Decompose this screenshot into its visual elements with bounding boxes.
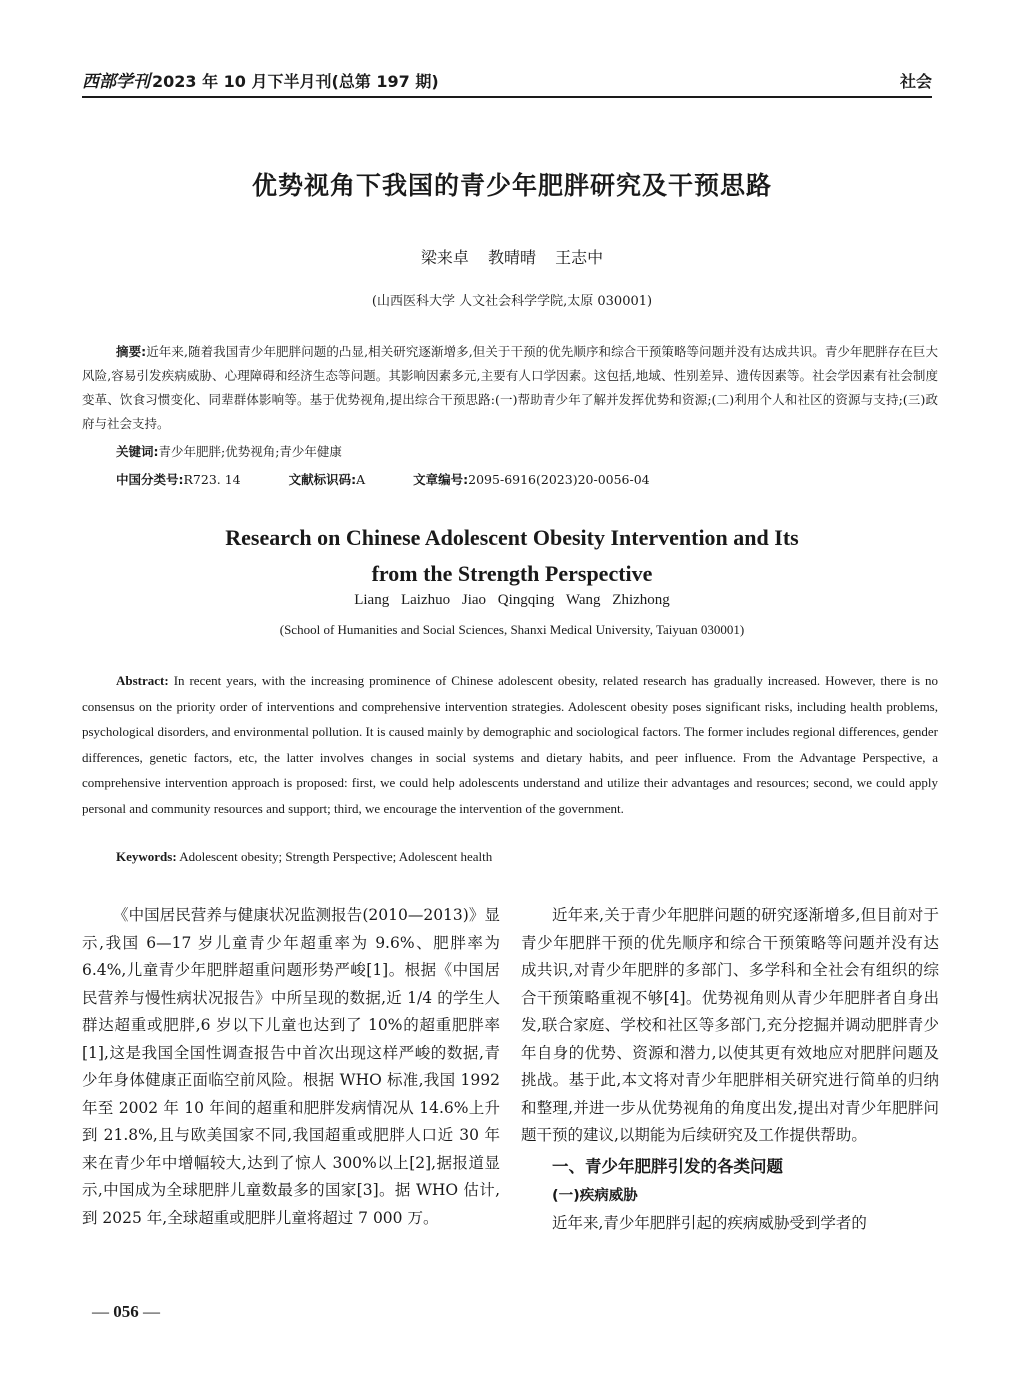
keywords-cn-text: 青少年肥胖;优势视角;青少年健康 <box>158 444 342 459</box>
abstract-en <box>82 668 938 822</box>
section-name: 社会 <box>899 72 932 91</box>
authors: 梁来卓 教晴晴 王志中 <box>420 248 604 267</box>
affiliation: (山西医科大学 人文社会科学学院,太原 030001) <box>371 294 653 309</box>
running-header <box>82 62 932 98</box>
body-left-column <box>82 902 500 1232</box>
keywords-en-text: Adolescent obesity; Strength Perspective; Adolescent health <box>179 849 493 864</box>
abstract-cn-text: 近年来,随着我国青少年肥胖问题的凸显,相关研究逐渐增多,但关于干预的优先顺序和综合干预策略等问题并没有达成共识。青少年肥胖存在巨大风险,容易引发疾病威胁、心理障碍和经济生态等问题。其影响因素多元,主要有人口学因素。这包括,地域、性别差异、遗传因素等。社会学因素有社会制度变革、饮食习惯变化、同辈群体影响等。基于优势视角,提出综合干预思路:(一)帮助青少年了解并发挥优势和资源;(二)利用个人和社区的资源与支持;(三)政府与社会支持。 <box>82 344 938 431</box>
clc-code: 中国分类号:R723. 14 <box>116 472 241 487</box>
doc-code: 文献标识码:A <box>288 472 366 487</box>
keywords-cn <box>116 442 342 460</box>
classification-row <box>116 470 916 488</box>
body-right-column <box>521 902 939 1237</box>
section-heading: 一、青少年肥胖引发的各类问题 <box>552 1156 783 1176</box>
body-paragraph: 近年来,关于青少年肥胖问题的研究逐渐增多,但目前对于青少年肥胖干预的优先顺序和综合干预策略等问题并没有达成共识,对青少年肥胖的多部门、多学科和全社会有组织的综合干预策略重视不够[4]。优势视角则从青少年肥胖者自身出发,联合家庭、学校和社区等多部门,充分挖掘并调动肥胖青少年自身的优势、资源和潜力,以使其更有效地应对肥胖问题及挑战。基于此,本文将对青少年肥胖相关研究进行简单的归纳和整理,并进一步从优势视角的角度出发,提出对青少年肥胖问题干预的建议,以期能为后续研究及工作提供帮助。 <box>521 906 939 1144</box>
english-authors: Liang Laizhuo Jiao Qingqing Wang Zhizhong <box>354 592 670 608</box>
abstract-en-text: In recent years, with the increasing prominence of Chinese adolescent obesity, related research has gradually increased. However, there is no consensus on the priority order of interventions and comprehensive intervention strategies. Adolescent obesity poses significant risks, including health problems, psychological disorders, and environmental pollution. It is caused mainly by demographic and sociological factors. The former includes regional differences, gender differences, genetic factors, etc, the latter involves changes in social systems and dietary habits, and peer influence. From the Advantage Perspective, a comprehensive intervention approach is proposed: first, we could help adolescents understand and utilize their advantages and resources; second, we could apply personal and community resources and support; third, we encourage the intervention of the government. <box>82 673 938 816</box>
abstract-cn <box>82 340 938 436</box>
body-paragraph: 《中国居民营养与健康状况监测报告(2010—2013)》显示,我国 6—17 岁儿童青少年超重率为 9.6%、肥胖率为 6.4%,儿童青少年肥胖超重问题形势严峻[1]。根据《中国居民营养与慢性病状况报告》中所呈现的数据,近 1/4 的学生人群达超重或肥胖,6 岁以下儿童也达到了 10%的超重肥胖率[1],这是我国全国性调查报告中首次出现这样严峻的数据,青少年身体健康正面临空前风险。根据 WHO 标准,我国 1992 年至 2002 年 10 年间的超重和肥胖发病情况从 14.6%上升到 21.8%,且与欧美国家不同,我国超重或肥胖人口近 30 年来在青少年中增幅较大,达到了惊人 300%以上[2],据报道显示,中国成为全球肥胖儿童数最多的国家[3]。据 WHO 估计,到 2025 年,全球超重或肥胖儿童将超过 7 000 万。 <box>82 906 500 1227</box>
english-affiliation: (School of Humanities and Social Sciences, Shanxi Medical University, Taiyuan 030001) <box>279 622 745 637</box>
page-number: — 056 — <box>92 1302 160 1321</box>
issue-info: 2023 年 10 月下半月刊(总第 197 期) <box>152 72 439 91</box>
keywords-en <box>116 849 492 865</box>
header-journal <box>82 67 439 92</box>
english-title <box>0 520 1024 592</box>
english-title-line1: Research on Chinese Adolescent Obesity Intervention and Its <box>225 525 799 550</box>
journal-logo: 西部学刊 <box>82 72 150 92</box>
abstract-en-label: Abstract: <box>116 673 169 688</box>
keywords-cn-label: 关键词: <box>116 444 159 459</box>
subsection-heading: (一)疾病威胁 <box>552 1187 638 1204</box>
article-title: 优势视角下我国的青少年肥胖研究及干预思路 <box>251 171 772 200</box>
english-title-line2: from the Strength Perspective <box>371 561 653 586</box>
abstract-cn-label: 摘要: <box>116 344 147 359</box>
body-paragraph: 近年来,青少年肥胖引起的疾病威胁受到学者的 <box>552 1213 867 1232</box>
article-number: 文章编号:2095-6916(2023)20-0056-04 <box>413 472 650 487</box>
keywords-en-label: Keywords: <box>116 849 177 864</box>
